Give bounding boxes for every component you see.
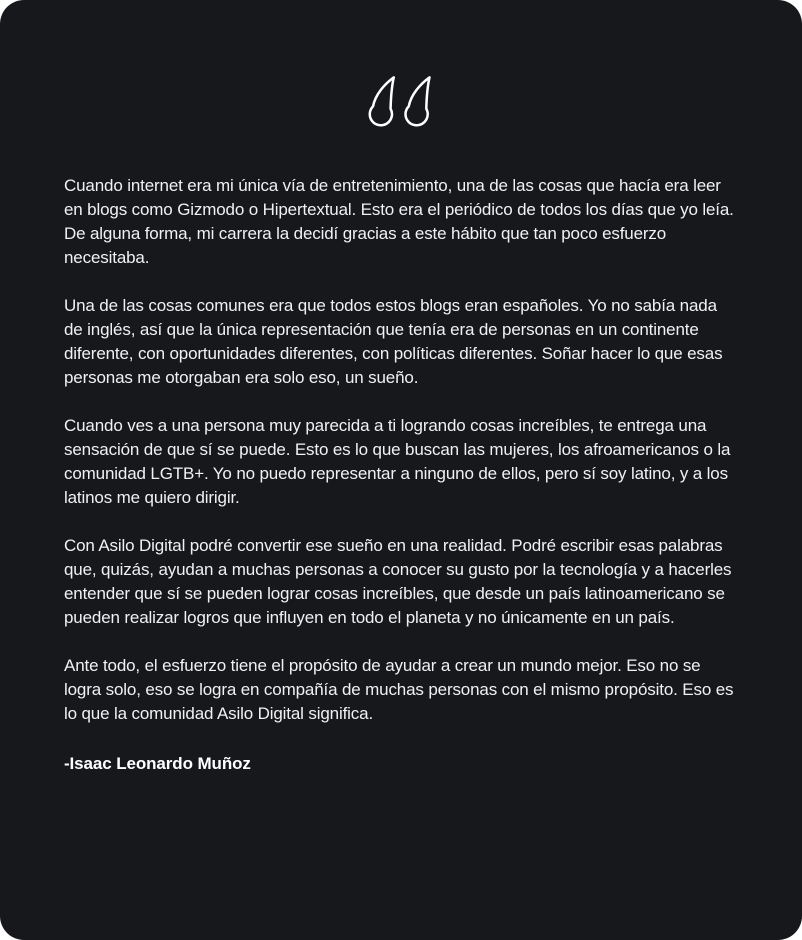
open-double-quote-icon [366, 74, 436, 130]
quote-attribution: -Isaac Leonardo Muñoz [64, 754, 251, 773]
quote-icon-container [64, 74, 738, 130]
quote-paragraph: Cuando ves a una persona muy parecida a ti logrando cosas increíbles, te entrega una sensación de que sí se puede. Esto es lo que buscan las mujeres, los afroamericanos o la comunidad LGTB+. Yo no puedo representar a ninguno de ellos, pero sí soy latino, y a los latinos me quiero dirigir. [64, 416, 731, 507]
quote-paragraph: Ante todo, el esfuerzo tiene el propósito de ayudar a crear un mundo mejor. Eso no se logra solo, eso se logra en compañía de muchas personas con el mismo propósito. Eso es lo que la comunidad Asilo Digital significa. [64, 656, 734, 723]
quote-paragraph: Una de las cosas comunes era que todos estos blogs eran españoles. Yo no sabía nada de inglés, así que la única representación que tenía era de personas en un continente diferente, con oportunidades diferentes, con políticas diferentes. Soñar hacer lo que esas personas me otorgaban era solo eso, un sueño. [64, 296, 723, 387]
quote-paragraph: Con Asilo Digital podré convertir ese sueño en una realidad. Podré escribir esas palabras que, quizás, ayudan a muchas personas a conocer su gusto por la tecnología y a hacerles entender que sí se pueden lograr cosas increíbles, que desde un país latinoamericano se pueden realizar logros que influyen en todo el planeta y no únicamente en un país. [64, 536, 732, 627]
quote-paragraph: Cuando internet era mi única vía de entretenimiento, una de las cosas que hacía era leer en blogs como Gizmodo o Hipertextual. Esto era el periódico de todos los días que yo leía. De alguna forma, mi carrera la decidí gracias a este hábito que tan poco esfuerzo necesitaba. [64, 176, 734, 267]
quote-text-block [64, 174, 738, 776]
